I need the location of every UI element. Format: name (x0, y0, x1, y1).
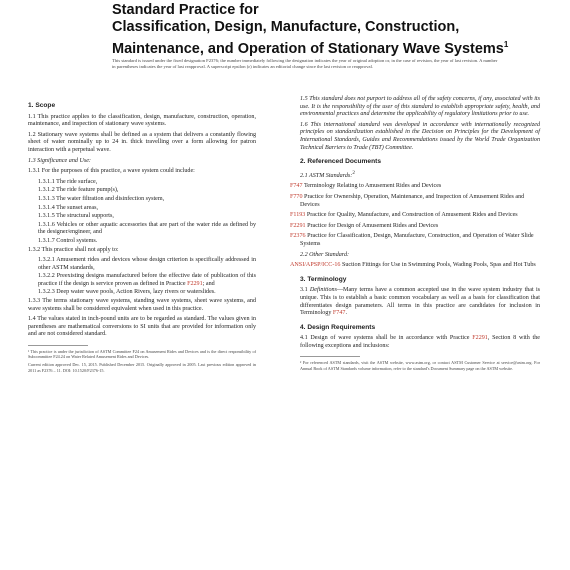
reference-item: F2291 Practice for Design of Amusement Rides and Devices (290, 222, 439, 229)
referenced-documents-heading: 2. Referenced Documents (300, 158, 381, 166)
para-1-3-2-2: 1.3.2.2 Preexisting designs manufactured before the effective date of publication of this practice if the design is service proven as defined in Practice F2291; and (38, 273, 256, 287)
para-1-3-1-6: 1.3.1.6 Vehicles or other aquatic accessories that are part of the water ride as defined by the designer/engineer, and (38, 221, 256, 236)
para-1-1: 1.1 This practice applies to the classification, design, manufacture, construction, operation, maintenance, and inspection of stationary wave systems. (28, 113, 256, 128)
para-1-5: 1.5 This standard does not purport to address all of the safety concerns, if any, associated with its use. It is the responsibility of the user of this standard to establish appropriate safety, health, and environmental practices and determine the applicability of regulatory limitations prior to use. (300, 96, 540, 118)
other-reference-code-link[interactable]: ANSI/APSP/ICC-16 (290, 262, 341, 269)
para-1-4: 1.4 The values stated in inch-pound units are to be regarded as standard. The values given in parentheses are mathematical conversions to SI units that are provided for information only and are not considered standard. (28, 316, 256, 338)
reference-code-link[interactable]: F2291 (290, 222, 306, 229)
reference-code-link[interactable]: F770 (290, 193, 303, 200)
reference-code-link[interactable]: F747 (290, 183, 303, 190)
para-1-3-2-3: 1.3.2.3 Deep water wave pools, Action Rivers, lazy rivers or waterslides. (38, 289, 216, 296)
footnote-divider-right (300, 356, 360, 357)
para-1-3-1-2: 1.3.1.2 The ride feature pump(s), (38, 187, 119, 194)
para-1-3-2-1: 1.3.2.1 Amusement rides and devices whose design criterion is specifically addressed in other ASTM standards, (38, 257, 256, 271)
para-2-2: 2.2 Other Standard: (300, 251, 350, 258)
f747-link[interactable]: F747 (332, 310, 346, 317)
title-line-1: Standard Practice for (112, 2, 259, 18)
scope-heading: 1. Scope (28, 102, 56, 109)
para-1-3-1-5: 1.3.1.5 The structural supports, (38, 213, 114, 220)
reference-item: F1193 Practice for Quality, Manufacture, and Construction of Amusement Rides and Devices (290, 212, 518, 219)
para-1-3: 1.3 Significance and Use: (28, 157, 91, 164)
f2291-link-2[interactable]: F2291 (472, 335, 488, 342)
para-3-1: 3.1 Definitions—Many terms have a common accepted use in the wave system industry that is unique. This is to establish a basic common vocabulary as well as a basis for classification that differentiates design parameters. All terms in this practice are candidates for inclusion in Terminology F747. (300, 287, 541, 317)
para-1-3-1-7: 1.3.1.7 Control systems. (38, 237, 98, 244)
para-1-3-1-1: 1.3.1.1 The ride surface, (38, 178, 98, 185)
para-1-3-1-3: 1.3.1.3 The water filtration and disinfection system, (38, 195, 165, 202)
para-1-3-2: 1.3.2 This practice shall not apply to: (28, 246, 119, 253)
title-line-2: Classification, Design, Manufacture, Construction, (112, 19, 460, 35)
footnote-1: ¹ This practice is under the jurisdiction of ASTM Committee F24 on Amusement Rides and Devices and is the direct responsibility of Subcommittee F24.24 on Water Related Amusement Rides and Devices. (28, 349, 256, 360)
para-4-1: 4.1 Design of wave systems shall be in accordance with Practice F2291, Section 8 with the following exceptions and inclusions: (300, 335, 540, 349)
reference-item: F747 Terminology Relating to Amusement Rides and Devices (290, 183, 442, 190)
terminology-heading: 3. Terminology (300, 275, 347, 283)
para-1-3-3: 1.3.3 The terms stationary wave systems, standing wave systems, sheet wave systems, and wave systems shall be considered equivalent when used in this practice. (28, 298, 256, 312)
title-footnote-mark: 1 (503, 40, 509, 49)
reference-code-link[interactable]: F2376 (290, 233, 306, 240)
footnote-1-edition: Current edition approved Dec. 15, 2015. Published December 2015. Originally approved in 2005. Last previous edition approved in 2011 as F2376 – 11. DOI: 10.1520/F2376-15. (28, 362, 256, 373)
reference-code-link[interactable]: F1193 (290, 212, 306, 219)
standard-designation-note: This standard is issued under the fixed designation F2376; the number immediately following the designation indicates the year of original adoption or, in the case of revision, the year of last revision. A number in parentheses indicates the year of last reapproval. A superscript epsilon (ε) indicates an editorial change since the last revision or reapproval. (112, 58, 498, 69)
f2291-link[interactable]: F2291 (187, 280, 203, 287)
left-column (28, 96, 256, 376)
reference-item: F770 Practice for Ownership, Operation, Maintenance, and Inspection of Amusement Rides and Devices (290, 193, 525, 208)
right-column (290, 96, 541, 374)
other-reference-item: ANSI/APSP/ICC-16 Suction Fittings for Use in Swimming Pools, Wading Pools, Spas and Hot Tubs (290, 262, 536, 269)
para-1-2: 1.2 Stationary wave systems shall be defined as a system that delivers a constantly flowing sheet of water nominally up to 24 in. thick travelling over a form allowing for patron interaction with a perpetual wave. (28, 131, 256, 153)
design-requirements-heading: 4. Design Requirements (300, 323, 376, 331)
para-1-3-1: 1.3.1 For the purposes of this practice, a wave system could include: (28, 168, 195, 175)
reference-item: F2376 Practice for Classification, Design, Manufacture, Construction, and Operation of Water Slide Systems (290, 233, 534, 247)
reference-list (290, 183, 540, 248)
para-1-3-1-4: 1.3.1.4 The sunset areas, (38, 204, 98, 211)
document-title (112, 2, 532, 58)
para-1-6: 1.6 This international standard was developed in accordance with internationally recognized principles on standardization established in the Decision on Principles for the Development of International Standards, Guides and Recommendations issued by the World Trade Organization Technical Barriers to Trade (TBT) Committee. (300, 121, 540, 151)
title-line-3: Maintenance, and Operation of Stationary Wave Systems$^1$ (112, 40, 509, 57)
footnote-divider (28, 345, 88, 346)
para-2-1: 2.1 ASTM Standards:$^2$ (300, 169, 355, 179)
footnote-2: ² For referenced ASTM standards, visit the ASTM website, www.astm.org, or contact ASTM Customer Service at service@astm.org. For Annual Book of ASTM Standards volume information, refer to the standard's Document Summary page on the ASTM website. (300, 360, 540, 371)
